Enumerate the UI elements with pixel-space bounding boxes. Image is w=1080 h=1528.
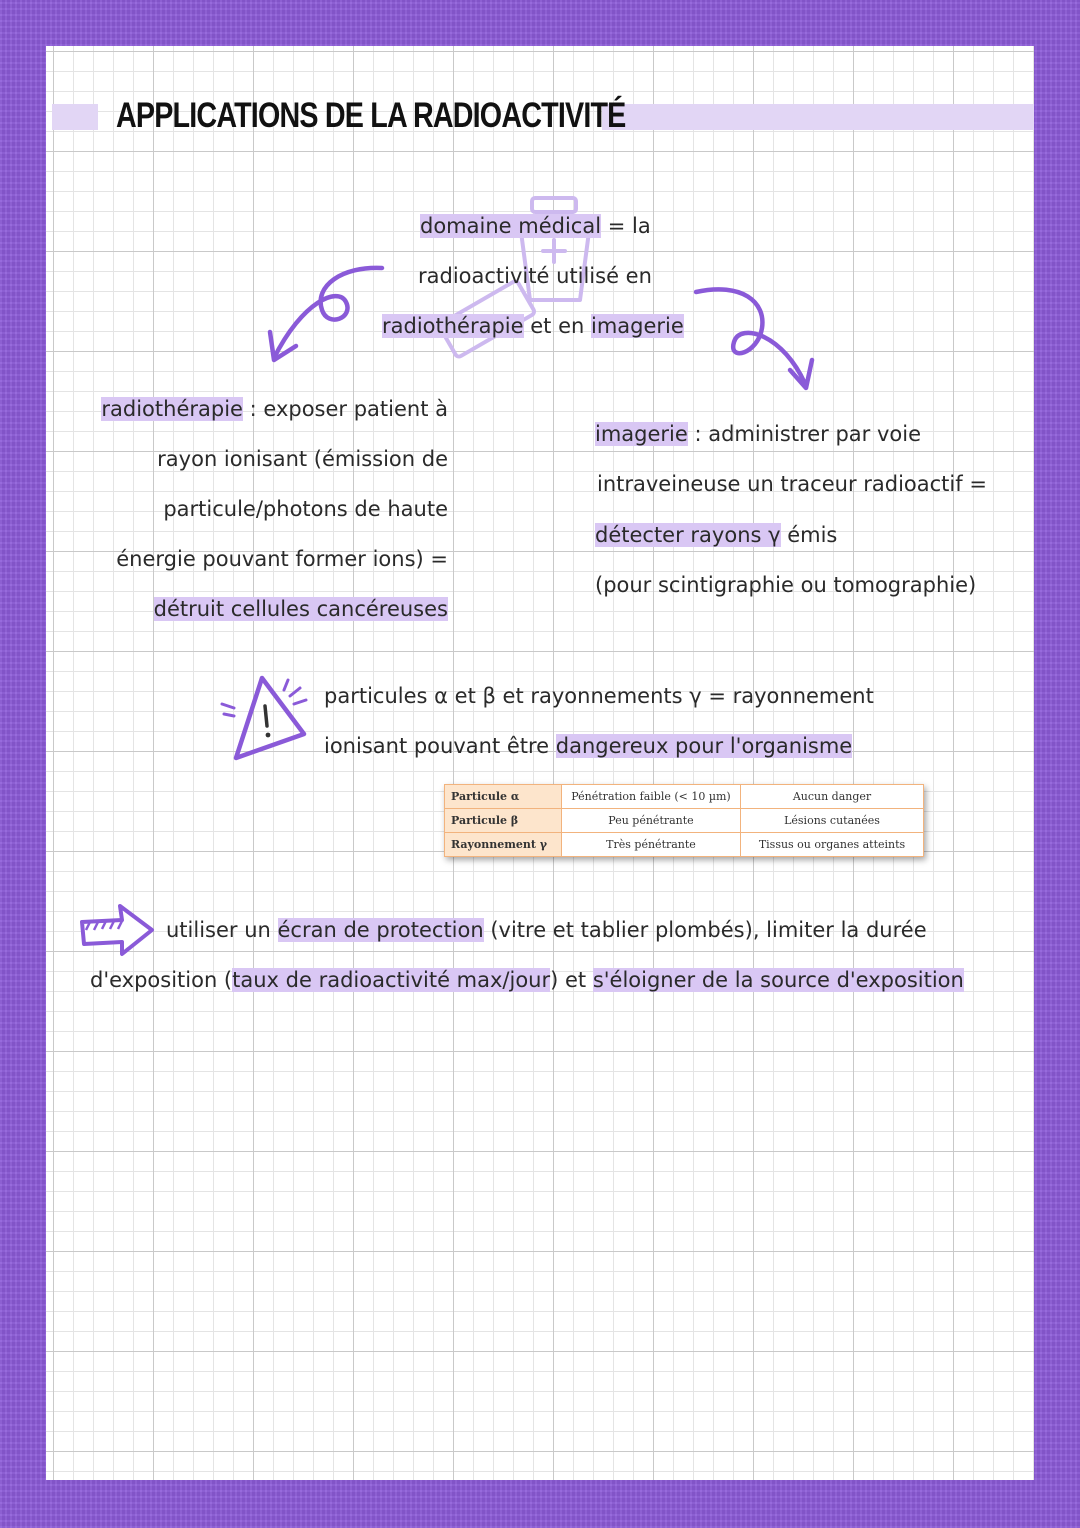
table-cell-penetration: Peu pénétrante — [562, 809, 741, 833]
radiotherapie-term: radiothérapie — [101, 397, 243, 421]
curly-arrow-right-icon — [690, 282, 820, 397]
table-row — [445, 833, 924, 857]
curly-arrow-left-icon — [262, 258, 392, 368]
imagerie-line-4: (pour scintigraphie ou tomographie) — [595, 573, 977, 597]
protection-line-1: utiliser un écran de protection (vitre et tablier plombés), limiter la durée — [166, 918, 927, 942]
imagerie-term: imagerie — [595, 422, 688, 446]
table-row — [445, 809, 924, 833]
radiotherapie-line-3: particule/photons de haute — [163, 497, 448, 521]
table-row — [445, 785, 924, 809]
table-cell-danger: Tissus ou organes atteints — [741, 833, 924, 857]
intro-line-2: radioactivité utilisé en — [418, 264, 652, 288]
table-cell-danger: Aucun danger — [741, 785, 924, 809]
radiotherapie-line-1: radiothérapie : exposer patient à — [101, 397, 448, 421]
radiotherapie-line-2: rayon ionisant (émission de — [157, 447, 448, 471]
title-band-right — [602, 104, 1034, 130]
intro-line-1: domaine médical = la — [420, 214, 651, 238]
imagerie-line-1: imagerie : administrer par voie — [595, 422, 921, 446]
warning-icon — [218, 672, 318, 767]
table-cell-label: Particule α — [445, 785, 562, 809]
imagerie-line-2: intraveineuse un traceur radioactif = — [597, 472, 987, 496]
radiotherapie-line-4: énergie pouvant former ions) = — [116, 547, 448, 571]
arrow-right-icon — [76, 900, 160, 960]
radiotherapie-line-5: détruit cellules cancéreuses — [153, 597, 448, 621]
intro-highlight-domain: domaine médical — [420, 214, 602, 238]
intro-line-3: radiothérapie et en imagerie — [382, 314, 684, 338]
imagerie-line-3: détecter rayons γ émis — [595, 523, 838, 547]
table-cell-label: Particule β — [445, 809, 562, 833]
table-cell-label: Rayonnement γ — [445, 833, 562, 857]
table-cell-danger: Lésions cutanées — [741, 809, 924, 833]
table-cell-penetration: Très pénétrante — [562, 833, 741, 857]
table-cell-penetration: Pénétration faible (< 10 µm) — [562, 785, 741, 809]
page-title: APPLICATIONS DE LA RADIOACTIVITÉ — [116, 96, 626, 135]
title-band-left — [52, 104, 98, 130]
warning-line-2: ionisant pouvant être dangereux pour l'organisme — [324, 734, 853, 758]
warning-line-1: particules α et β et rayonnements γ = rayonnement — [324, 684, 874, 708]
radiation-table — [444, 784, 924, 857]
protection-line-2: d'exposition (taux de radioactivité max/jour) et s'éloigner de la source d'exposition — [90, 968, 964, 992]
